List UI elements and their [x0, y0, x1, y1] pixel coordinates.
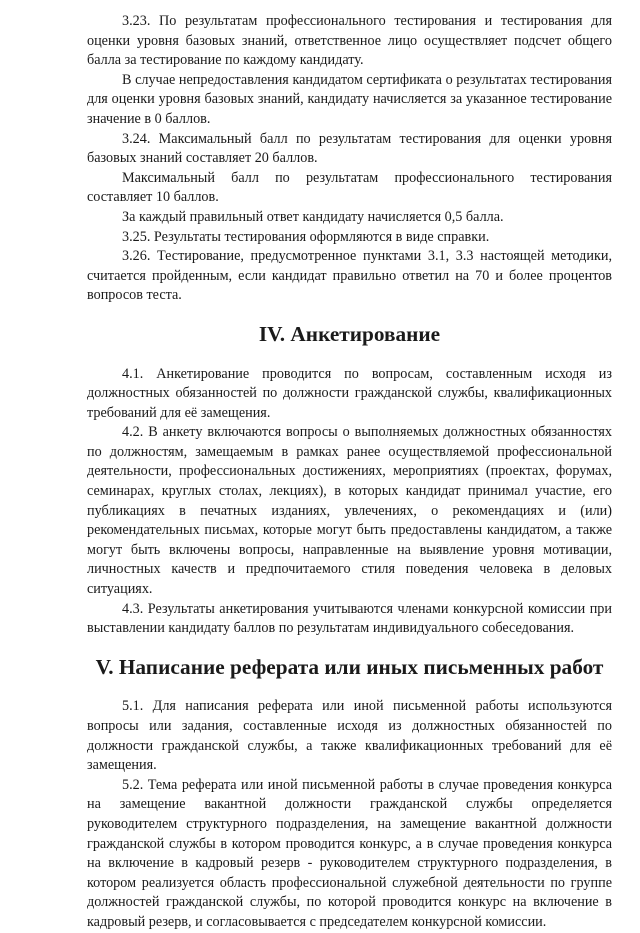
document-page	[87, 12, 612, 933]
paragraph-3-26: 3.26. Тестирование, предусмотренное пунктами 3.1, 3.3 настоящей методики, считается пройденным, если кандидат правильно ответил на 70 и более процентов вопросов теста.	[87, 248, 612, 304]
paragraph-no-certificate: В случае непредоставления кандидатом сертификата о результатах тестирования для оценки уровня базовых знаний, кандидату начисляется за указанное тестирование значение в 0 баллов.	[87, 71, 612, 127]
paragraph-5-1: 5.1. Для написания реферата или иной письменной работы используются вопросы или задания, составленные исходя из должностных обязанностей по должности гражданской службы, а также квалификационных требований для её замещения.	[87, 698, 612, 774]
paragraph-4-2: 4.2. В анкету включаются вопросы о выполняемых должностных обязанностях по должностям, замещаемым в рамках ранее осуществляемой профессиональной деятельности, профессиональных достижениях, мероприятиях (проектах, форумах, семинарах, круглых столах, лекциях), в которых кандидат принимал участие, его публикациях в печатных изданиях, увлечениях, о рекомендациях и (или) рекомендательных письмах, которые могут быть предоставлены кандидатом, а также могут быть включены вопросы, направленные на выявление уровня мотивации, личностных качеств и предпочитаемого стиля поведения человека в деловых ситуациях.	[87, 424, 612, 598]
section-heading-iv: IV. Анкетирование	[258, 321, 441, 346]
paragraph-3-23: 3.23. По результатам профессионального тестирования и тестирования для оценки уровня базовых знаний, ответственное лицо осуществляет подсчет общего балла за тестирование по каждому кандидату.	[87, 13, 612, 69]
paragraph-5-2: 5.2. Тема реферата или иной письменной работы в случае проведения конкурса на замещение вакантной должности гражданской службы определяется руководителем структурного подразделения, на замещение вакантной должности гражданской службы в котором проводится конкурс, а в случае проведения конкурса на включение в кадровый резерв - руководителем структурного подразделения, в котором реализуется область профессиональной служебной деятельности по группе должностей гражданской службы, по которой проводится конкурс на включение в кадровый резерв, и согласовывается с председателем конкурсной комиссии.	[87, 776, 612, 930]
paragraph-4-3: 4.3. Результаты анкетирования учитываются членами конкурсной комиссии при выставлении кандидату баллов по результатам индивидуального собеседования.	[87, 600, 612, 637]
paragraph-4-1: 4.1. Анкетирование проводится по вопросам, составленным исходя из должностных обязанностей по должности гражданской службы, квалификационных требований для её замещения.	[87, 365, 612, 421]
paragraph-max-professional: Максимальный балл по результатам профессионального тестирования составляет 10 баллов.	[87, 169, 612, 206]
paragraph-3-24: 3.24. Максимальный балл по результатам тестирования для оценки уровня базовых знаний составляет 20 баллов.	[87, 130, 612, 167]
paragraph-correct-answer: За каждый правильный ответ кандидату начисляется 0,5 балла.	[122, 208, 504, 225]
section-heading-v: V. Написание реферата или иных письменных работ	[95, 654, 604, 679]
paragraph-3-25: 3.25. Результаты тестирования оформляются в виде справки.	[122, 228, 490, 245]
